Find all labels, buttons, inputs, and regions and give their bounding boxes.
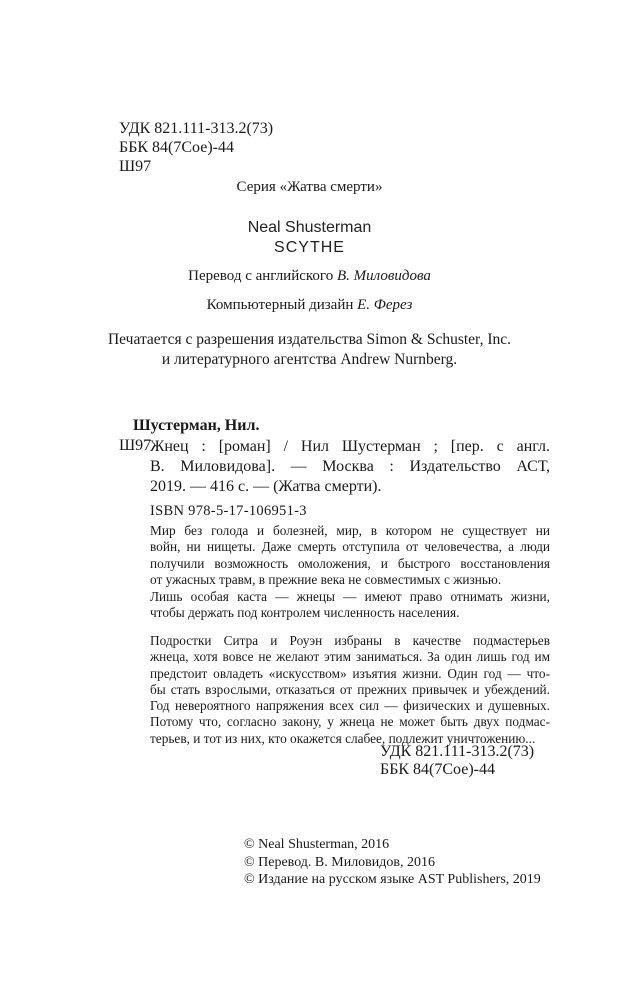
udc-code: УДК 821.111-313.2(73) [380, 743, 535, 760]
bottom-classification-codes [380, 743, 534, 779]
annotation-line: жнеца, хотя вовсе не желают этим заниматься. За один лишь год им [150, 649, 550, 665]
permission-note [0, 330, 619, 370]
design-prefix: Компьютерный дизайн [206, 297, 358, 313]
bibliographic-code: Ш97 [119, 437, 152, 454]
bibliographic-author: Шустерман, Нил. [133, 417, 260, 434]
annotation-line: войн, ни нищеты. Даже смерть отступила от человечества, а люди [150, 539, 550, 555]
author-mark: Ш97 [119, 158, 152, 175]
annotation-line: чтобы держать под контролем численность населения. [150, 605, 460, 621]
annotation-line: от ужасных травм, в прежние века не совместимых с жизнью. [150, 571, 502, 587]
annotation-paragraph-3 [150, 633, 550, 747]
isbn: ISBN 978-5-17-106951-3 [150, 503, 307, 519]
original-author: Neal Shusterman [247, 219, 372, 236]
design-credit [0, 297, 619, 314]
udc-code: УДК 821.111-313.2(73) [119, 120, 274, 137]
bibliographic-description [150, 437, 550, 497]
bibliographic-line: 2019. — 416 с. — (Жатва смерти). [150, 478, 382, 495]
annotation-paragraph-1 [150, 523, 550, 588]
annotation-paragraph-2 [150, 589, 550, 622]
annotation-line: Лишь особая каста — жнецы — имеют право отнимать жизни, [150, 589, 550, 604]
bibliographic-line: В. Миловидова]. — Москва : Издательство АСТ, [150, 458, 550, 475]
annotation-line: Потому что, согласно закону, у жнеца не может быть двух подмас- [150, 714, 550, 730]
permission-line: и литературного агентства Andrew Nurnberg. [161, 351, 458, 368]
copyright-line: © Перевод. В. Миловидов, 2016 [244, 854, 436, 870]
annotation-line: предстоит овладеть «искусством» изъятия жизни. Один год — что- [150, 665, 550, 681]
annotation-line: Год невероятного напряжения всех сил — физических и душевных. [150, 698, 550, 714]
original-title: SCYTHE [274, 239, 345, 256]
annotation-line: бы стать взрослыми, отказаться от прежних привычек и убеждений. [150, 681, 550, 697]
copyright-block [244, 836, 541, 889]
bbk-code: ББК 84(7Сое)-44 [119, 139, 234, 156]
translation-prefix: Перевод с английского [188, 268, 337, 284]
permission-line: Печатается с разрешения издательства Simon & Schuster, Inc. [107, 331, 512, 348]
copyright-line: © Издание на русском языке AST Publishers, 2019 [244, 872, 541, 887]
designer-name: Е. Ферез [357, 297, 413, 313]
translation-credit [0, 268, 619, 285]
annotation-line: терьев, и тот из них, кто окажется слабее, подлежит уничтожению... [150, 730, 536, 746]
bbk-code: ББК 84(7Сое)-44 [380, 761, 495, 778]
copyright-line: © Neal Shusterman, 2016 [244, 837, 390, 852]
annotation-line: Подростки Ситра и Роуэн избраны в качестве подмастерьев [150, 633, 550, 648]
annotation-line: получили возможность омоложения, и быстрого восстановления [150, 555, 550, 571]
bibliographic-line: Жнец : [роман] / Нил Шустерман ; [пер. с англ. [150, 438, 550, 455]
series-title: Серия «Жатва смерти» [236, 179, 383, 195]
classification-codes [119, 119, 273, 176]
translator-name: В. Миловидова [336, 268, 431, 284]
annotation-line: Мир без голода и болезней, мир, в котором не существует ни [150, 523, 550, 538]
